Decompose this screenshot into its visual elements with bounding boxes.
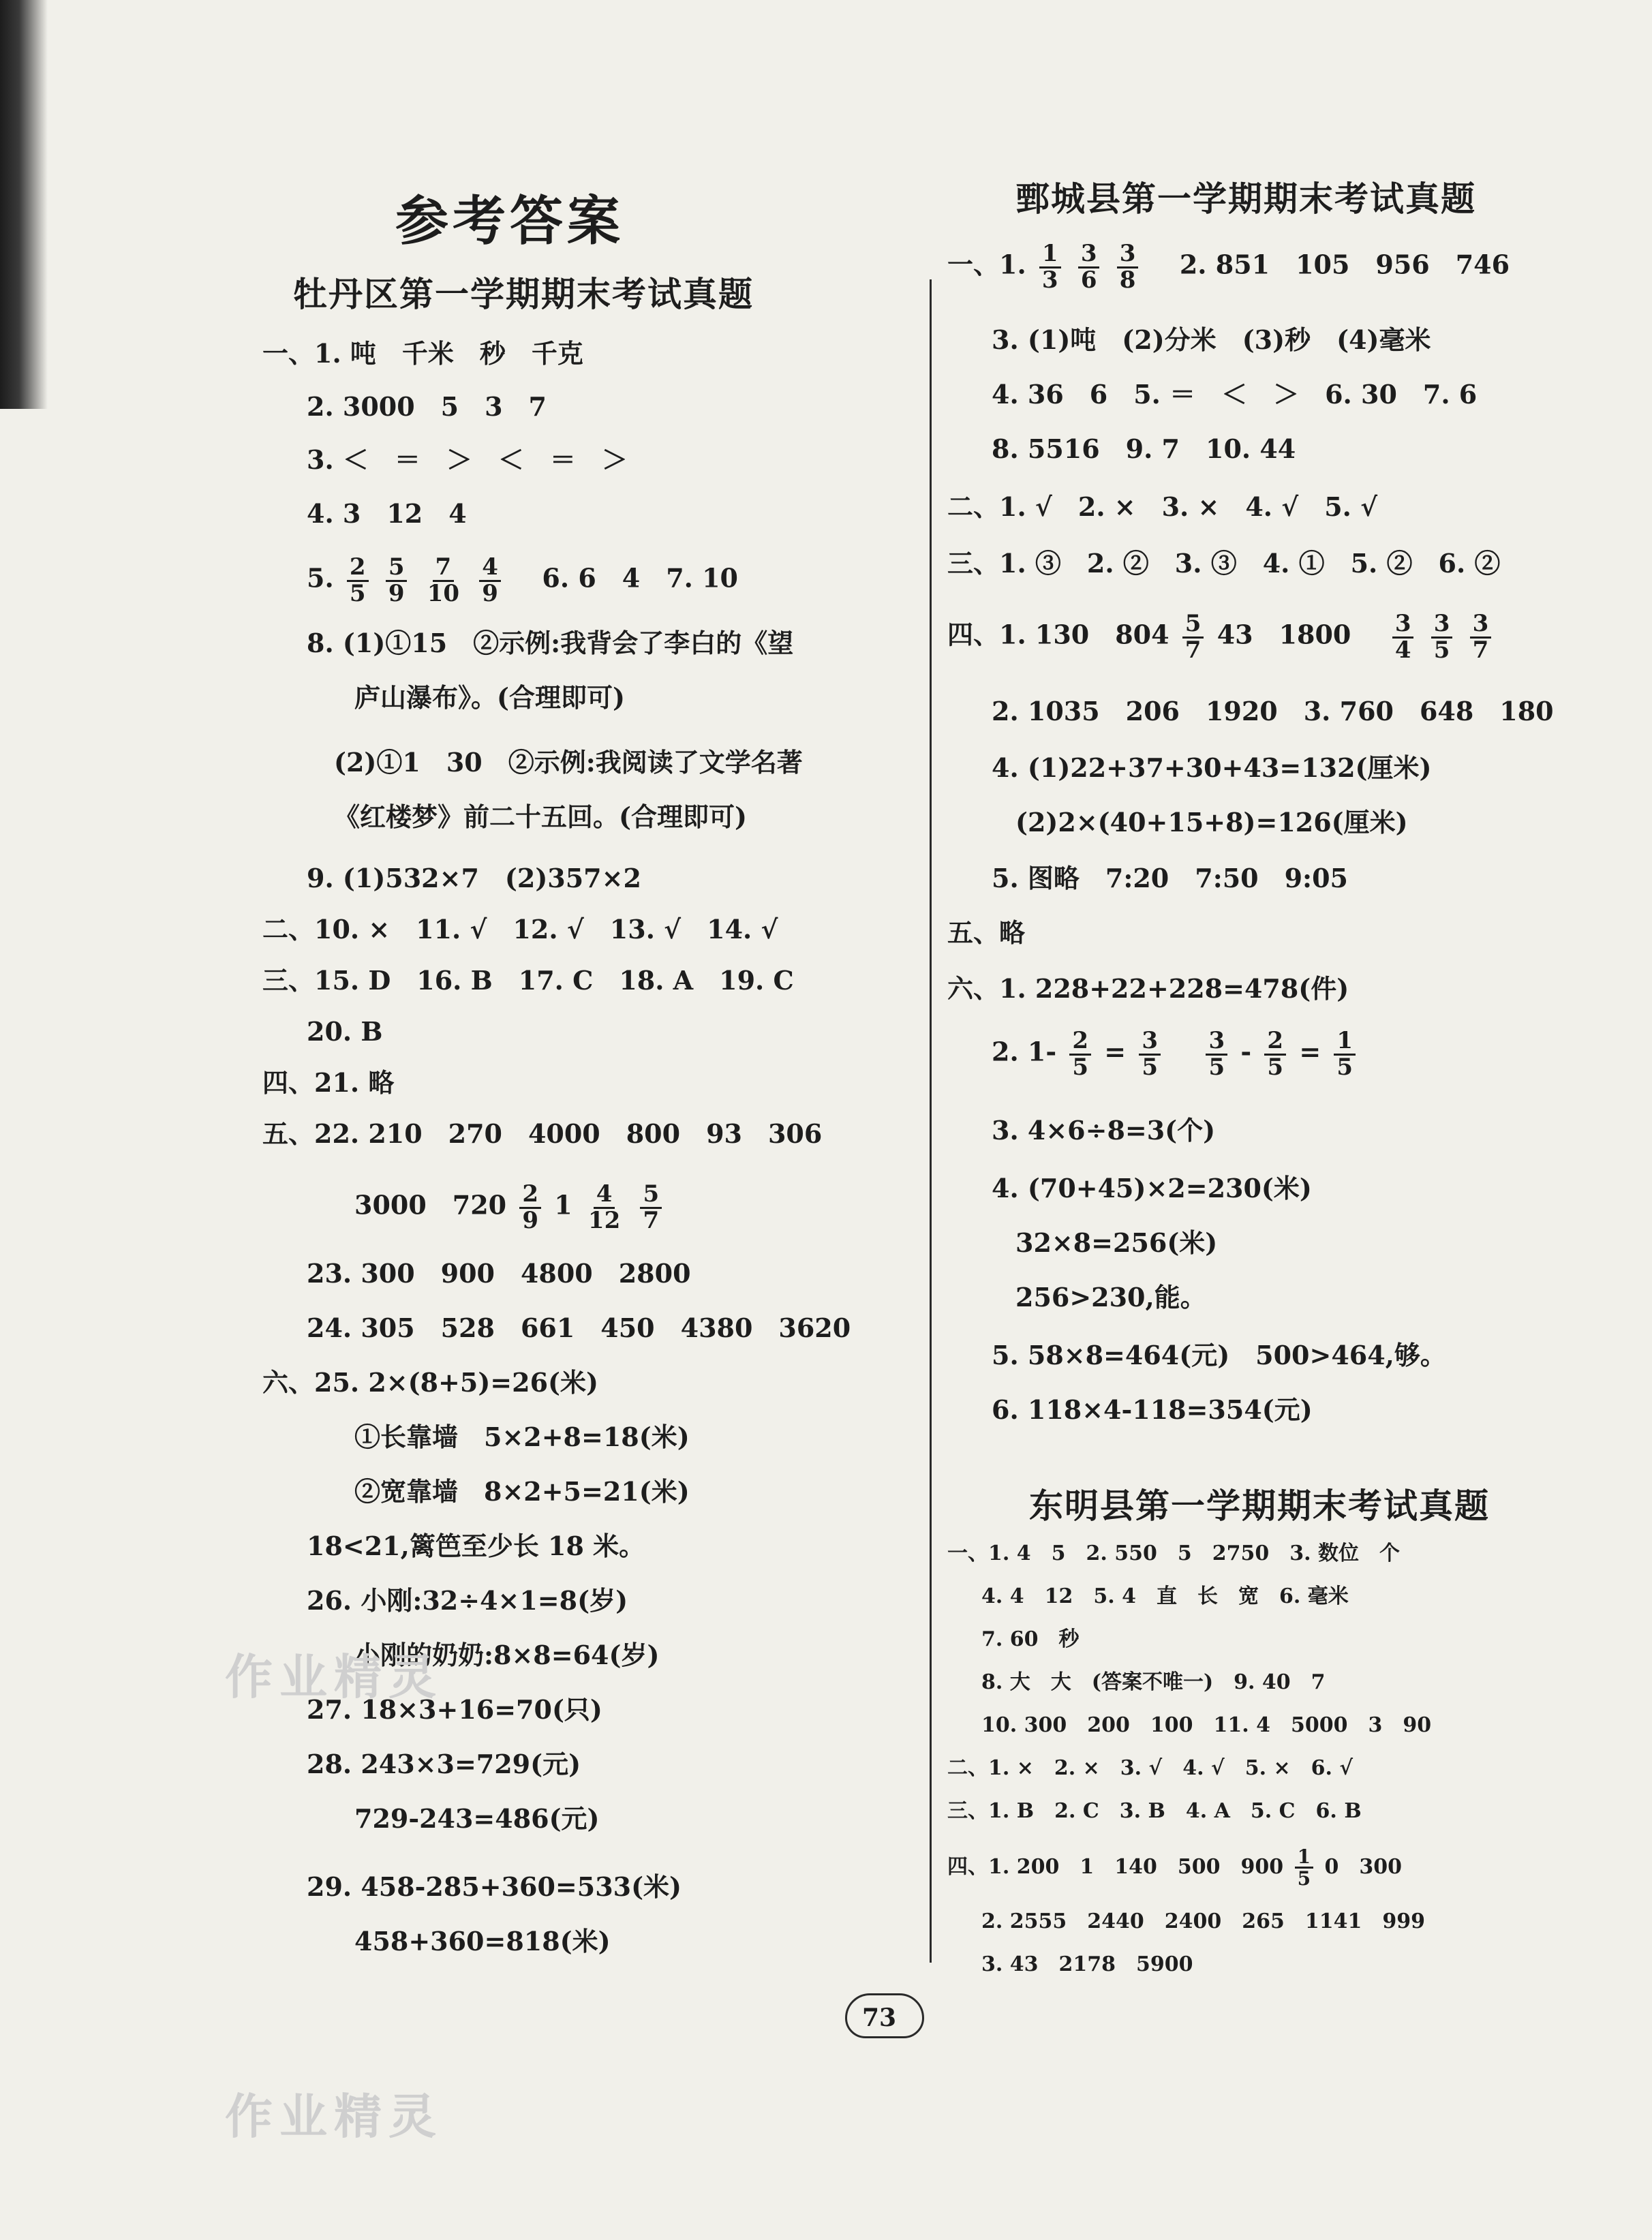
right-section-title-1: 鄄城县第一学期期末考试真题 (1015, 179, 1476, 219)
left-line-29b: 458+360=818(米) (354, 1926, 611, 1957)
fraction: $\frac{3}{4}$ (1392, 612, 1414, 662)
right-line-d2: 4. 4 12 5. 4 直 长 宽 6. 毫米 (981, 1584, 1349, 1608)
right-line-tf: 二、1. √ 2. × 3. × 4. √ 5. √ (947, 491, 1378, 522)
left-line-4: 4. 3 12 4 (307, 498, 467, 529)
fraction: $\frac{1}{5}$ (1295, 1847, 1313, 1889)
equals-sign: = (1299, 1036, 1321, 1067)
right-line-q6-6: 6. 118×4-118=354(元) (992, 1394, 1313, 1425)
q4b-label: 四、1. 200 1 140 500 900 (947, 1854, 1284, 1879)
right-line-q1 (947, 242, 1510, 292)
fraction: $\frac{3}{5}$ (1431, 612, 1453, 662)
q4b-tail: 0 300 (1324, 1854, 1403, 1879)
left-line-3: 3. ＜ ＝ ＞ ＜ ＝ ＞ (307, 444, 628, 475)
right-line-q6-4b: 32×8=256(米) (1015, 1227, 1218, 1258)
right-line-d10: 3. 43 2178 5900 (981, 1952, 1193, 1976)
left-line-27: 27. 18×3+16=70(只) (307, 1694, 602, 1725)
line22b-lead: 3000 720 (354, 1189, 507, 1221)
left-line-9: 9. (1)532×7 (2)357×2 (307, 863, 641, 893)
label-5: 5. (307, 562, 334, 594)
right-line-q6-5: 5. 58×8=464(元) 500>464,够。 (992, 1340, 1446, 1370)
fraction: $\frac{1}{5}$ (1334, 1029, 1356, 1079)
left-line-22b (354, 1182, 666, 1233)
fraction: $\frac{4}{12}$ (587, 1180, 621, 1234)
watermark: 作业精灵 (225, 2088, 443, 2145)
right-line-q4-4b: (2)2×(40+15+8)=126(厘米) (1015, 807, 1408, 838)
left-line-28: 28. 243×3=729(元) (307, 1749, 581, 1779)
left-line-26: 26. 小刚:32÷4×1=8(岁) (307, 1585, 628, 1616)
right-line-q4-2: 2. 1035 206 1920 3. 760 648 180 (992, 696, 1554, 726)
left-line-23: 23. 300 900 4800 2800 (307, 1258, 691, 1289)
left-line-22: 五、22. 210 270 4000 800 93 306 (262, 1118, 823, 1149)
left-line-8d: 《红楼梦》前二十五回。(合理即可) (334, 801, 747, 832)
scan-edge (0, 0, 48, 409)
left-line-20: 20. B (307, 1016, 383, 1047)
fraction: $\frac{5}{7}$ (1182, 612, 1204, 662)
fraction: $\frac{3}{8}$ (1117, 242, 1139, 292)
q4-mid: 43 1800 (1217, 619, 1351, 650)
fraction: $\frac{3}{7}$ (1470, 612, 1492, 662)
fraction: $\frac{2}{9}$ (519, 1182, 541, 1233)
left-line-29: 29. 458-285+360=533(米) (307, 1871, 682, 1902)
left-line-8c: (2)①1 30 ②示例:我阅读了文学名著 (334, 747, 803, 778)
left-line-25c: 18<21,篱笆至少长 18 米。 (307, 1531, 645, 1561)
left-line-28b: 729-243=486(元) (354, 1803, 600, 1834)
fraction: $\frac{3}{6}$ (1078, 242, 1100, 292)
left-line-25a: ①长靠墙 5×2+8=18(米) (354, 1422, 690, 1452)
left-line-26b: 小刚的奶奶:8×8=64(岁) (354, 1640, 660, 1670)
right-line-d8 (947, 1847, 1402, 1889)
watermark: 作业精灵 (225, 1648, 443, 1705)
minus-sign: - (1240, 1036, 1252, 1067)
fraction: $\frac{2}{5}$ (1264, 1029, 1286, 1079)
left-line-10: 二、10. × 11. √ 12. √ 13. √ 14. √ (262, 914, 778, 945)
right-line-choice: 三、1. ③ 2. ② 3. ③ 4. ① 5. ② 6. ② (947, 548, 1501, 579)
left-line-15: 三、15. D 16. B 17. C 18. A 19. C (262, 965, 794, 996)
fraction: $\frac{4}{9}$ (479, 555, 501, 606)
left-line-1: 一、1. 吨 千米 秒 千克 (262, 338, 583, 369)
q4-label: 四、1. 130 804 (947, 619, 1169, 650)
right-line-d4: 8. 大 大 (答案不唯一) 9. 40 7 (981, 1670, 1326, 1694)
fraction: $\frac{3}{5}$ (1206, 1029, 1227, 1079)
left-line-24: 24. 305 528 661 450 4380 3620 (307, 1313, 851, 1343)
left-line-2: 2. 3000 5 3 7 (307, 391, 547, 422)
line5-tail: 6. 6 4 7. 10 (542, 562, 738, 594)
right-line-q4-5: 5. 图略 7:20 7:50 9:05 (992, 863, 1348, 893)
right-line-d9: 2. 2555 2440 2400 265 1141 999 (981, 1909, 1425, 1933)
right-line-d7: 三、1. B 2. C 3. B 4. A 5. C 6. B (947, 1799, 1362, 1823)
left-line-21: 四、21. 略 (262, 1067, 395, 1098)
right-line-q5: 五、略 (947, 917, 1026, 948)
right-section-title-2: 东明县第一学期期末考试真题 (1029, 1486, 1490, 1526)
right-line-q4-4a: 4. (1)22+37+30+43=132(厘米) (992, 752, 1432, 783)
fraction: $\frac{3}{5}$ (1139, 1029, 1161, 1079)
fraction: $\frac{5}{9}$ (386, 555, 408, 606)
left-line-25: 六、25. 2×(8+5)=26(米) (262, 1367, 598, 1398)
right-line-3: 3. (1)吨 (2)分米 (3)秒 (4)毫米 (992, 324, 1431, 355)
fraction: $\frac{2}{5}$ (1069, 1029, 1091, 1079)
fraction: $\frac{2}{5}$ (347, 555, 369, 606)
page-number: 73 (862, 2004, 897, 2032)
right-line-d3: 7. 60 秒 (981, 1627, 1080, 1651)
left-line-25b: ②宽靠墙 8×2+5=21(米) (354, 1476, 690, 1507)
page-title: 参考答案 (395, 190, 625, 252)
right-line-d6: 二、1. × 2. × 3. √ 4. √ 5. × 6. √ (947, 1756, 1353, 1780)
left-line-8b: 庐山瀑布》。(合理即可) (354, 682, 625, 713)
q1-tail: 2. 851 105 956 746 (1179, 249, 1510, 280)
right-line-q6-4: 4. (70+45)×2=230(米) (992, 1173, 1312, 1203)
right-line-d1: 一、1. 4 5 2. 550 5 2750 3. 数位 个 (947, 1541, 1401, 1565)
fraction: $\frac{5}{7}$ (640, 1182, 662, 1233)
right-line-q6-4c: 256>230,能。 (1015, 1282, 1206, 1313)
right-line-4: 4. 36 6 5. ＝ ＜ ＞ 6. 30 7. 6 (992, 379, 1478, 410)
right-line-q6-3: 3. 4×6÷8=3(个) (992, 1115, 1216, 1146)
column-divider (930, 279, 932, 1963)
line22b-mid: 1 (554, 1189, 572, 1221)
left-section-title: 牡丹区第一学期期末考试真题 (293, 274, 754, 314)
equals-sign: = (1104, 1036, 1127, 1067)
right-line-d5: 10. 300 200 100 11. 4 5000 3 90 (981, 1713, 1432, 1737)
fraction: $\frac{1}{3}$ (1039, 242, 1061, 292)
right-line-q4 (947, 612, 1495, 662)
left-line-8a: 8. (1)①15 ②示例:我背会了李白的《望 (307, 628, 794, 658)
fraction: $\frac{7}{10}$ (427, 553, 460, 607)
left-line-5 (307, 555, 738, 606)
q62-label: 2. 1- (992, 1036, 1057, 1067)
right-line-8: 8. 5516 9. 7 10. 44 (992, 433, 1296, 464)
right-line-q6-2 (992, 1029, 1360, 1079)
right-line-q6-1: 六、1. 228+22+228=478(件) (947, 973, 1349, 1004)
q1-label: 一、1. (947, 249, 1026, 280)
